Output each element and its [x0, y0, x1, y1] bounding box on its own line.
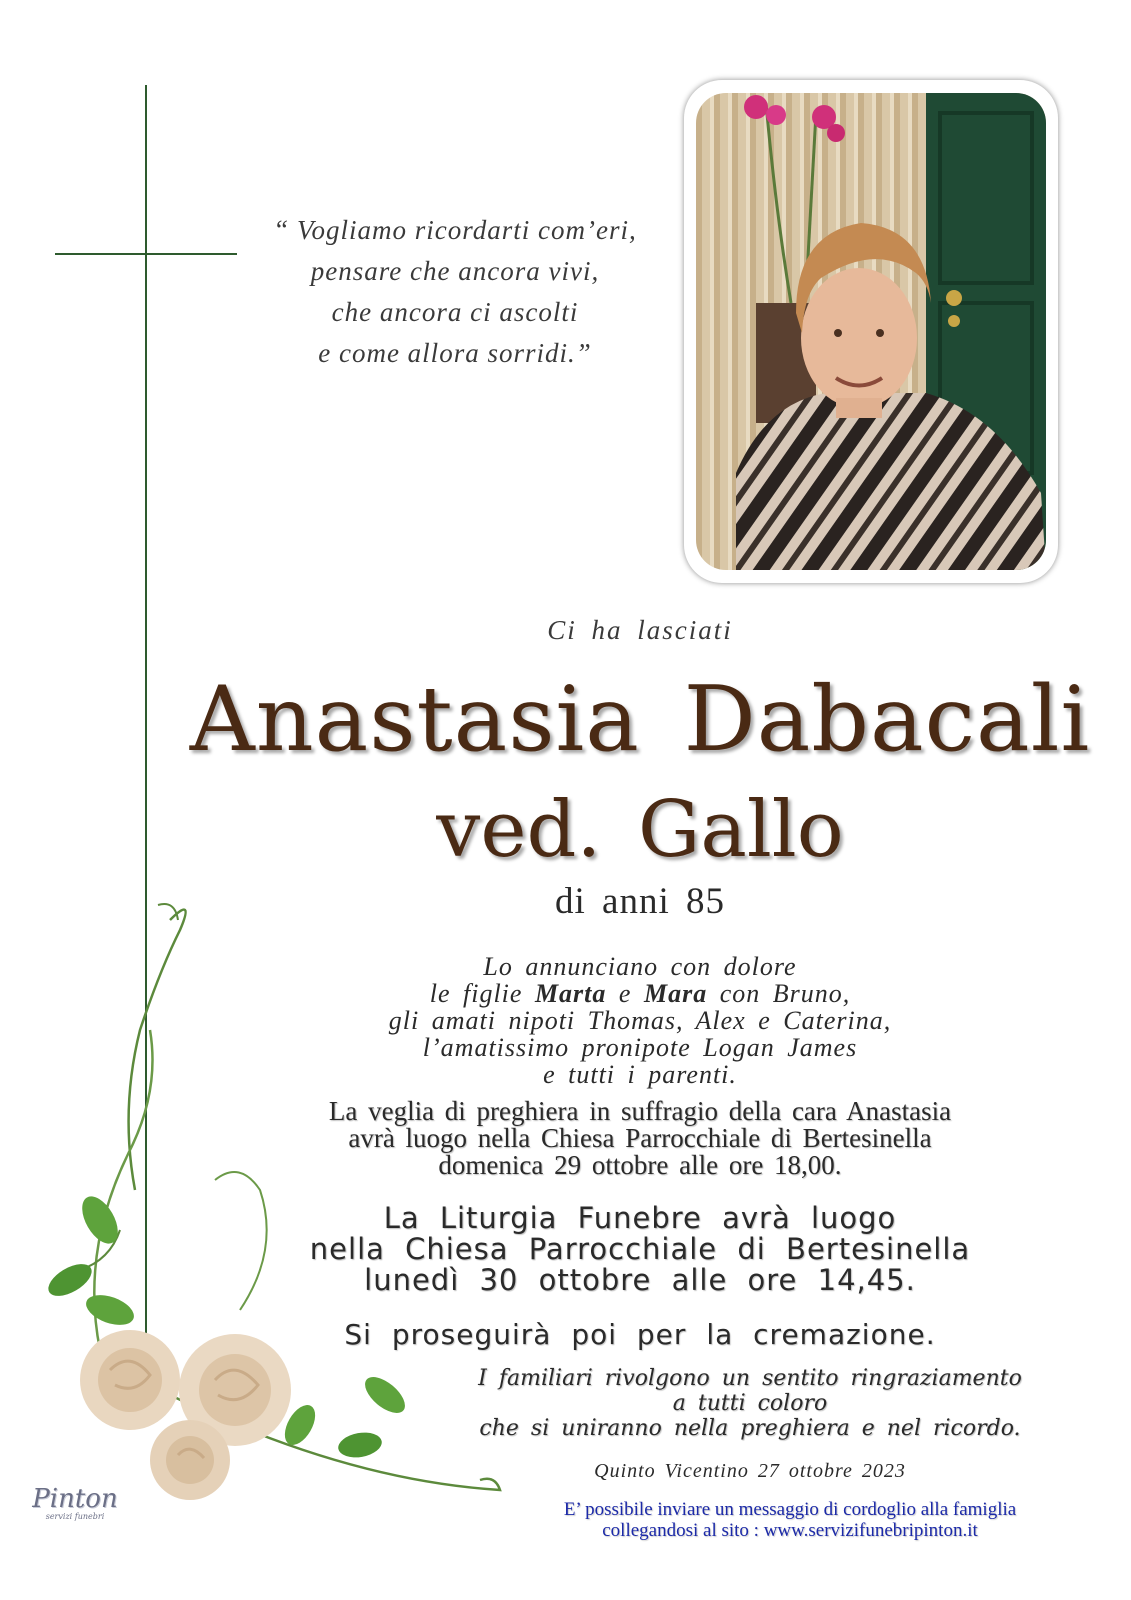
logo-tagline: servizi funebri: [45, 1512, 105, 1521]
condolence-footer: [480, 1499, 1100, 1541]
funeral-line: lunedì 30 ottobre alle ore 14,45.: [364, 1263, 916, 1297]
announcement-line: l’amatissimo pronipote Logan James: [422, 1033, 858, 1062]
quote-line: pensare che ancora vivi,: [310, 256, 600, 286]
intro-text: Ci ha lasciati: [547, 615, 733, 645]
thanks-line: I familiari rivolgono un sentito ringraziamento: [478, 1366, 1022, 1391]
announcement-text: le figlie: [429, 979, 535, 1008]
announcement-line: gli amati nipoti Thomas, Alex e Caterina,: [388, 1006, 892, 1035]
deceased-name: Anastasia Dabacali: [189, 667, 1091, 772]
deceased-age: di anni 85: [555, 881, 725, 922]
family-thanks: [430, 1366, 1070, 1441]
vigil-line: avrà luogo nella Chiesa Parrocchiale di Bertesinella: [348, 1123, 932, 1153]
daughter-name: Marta: [534, 979, 607, 1008]
cremation-note: Si proseguirà poi per la cremazione.: [344, 1318, 936, 1351]
memorial-quote: [255, 210, 655, 374]
vigil-line: domenica 29 ottobre alle ore 18,00.: [438, 1150, 842, 1180]
footer-link[interactable]: collegandosi al sito : www.servizifunebripinton.it: [602, 1520, 978, 1541]
portrait-photo: [696, 93, 1046, 570]
announcement-line: Lo annunciano con dolore: [483, 952, 797, 981]
floral-decoration: [40, 890, 510, 1530]
vigil-line: La veglia di preghiera in suffragio della cara Anastasia: [328, 1096, 952, 1126]
cross-horizontal-bar: [55, 253, 237, 255]
announcement-text: e: [606, 979, 644, 1008]
thanks-line: a tutti coloro: [672, 1391, 828, 1416]
announcement-text: con Bruno,: [707, 979, 851, 1008]
thanks-line: che si uniranno nella preghiera e nel ricordo.: [479, 1416, 1021, 1441]
deceased-married-name: ved. Gallo: [436, 785, 844, 875]
footer-line: E’ possibile inviare un messaggio di cordoglio alla famiglia: [563, 1499, 1017, 1520]
logo-name: Pinton: [32, 1484, 118, 1514]
quote-line: e come allora sorridi.”: [318, 338, 592, 368]
funeral-line: La Liturgia Funebre avrà luogo: [383, 1201, 897, 1235]
funeral-line: nella Chiesa Parrocchiale di Bertesinella: [309, 1232, 971, 1266]
quote-line: “ Vogliamo ricordarti com’eri,: [273, 215, 637, 245]
daughter-name: Mara: [643, 979, 708, 1008]
quote-line: che ancora ci ascolti: [331, 297, 579, 327]
announcement-line: e tutti i parenti.: [543, 1060, 737, 1089]
funeral-home-logo: [20, 1478, 130, 1538]
place-and-date: Quinto Vicentino 27 ottobre 2023: [594, 1460, 906, 1482]
